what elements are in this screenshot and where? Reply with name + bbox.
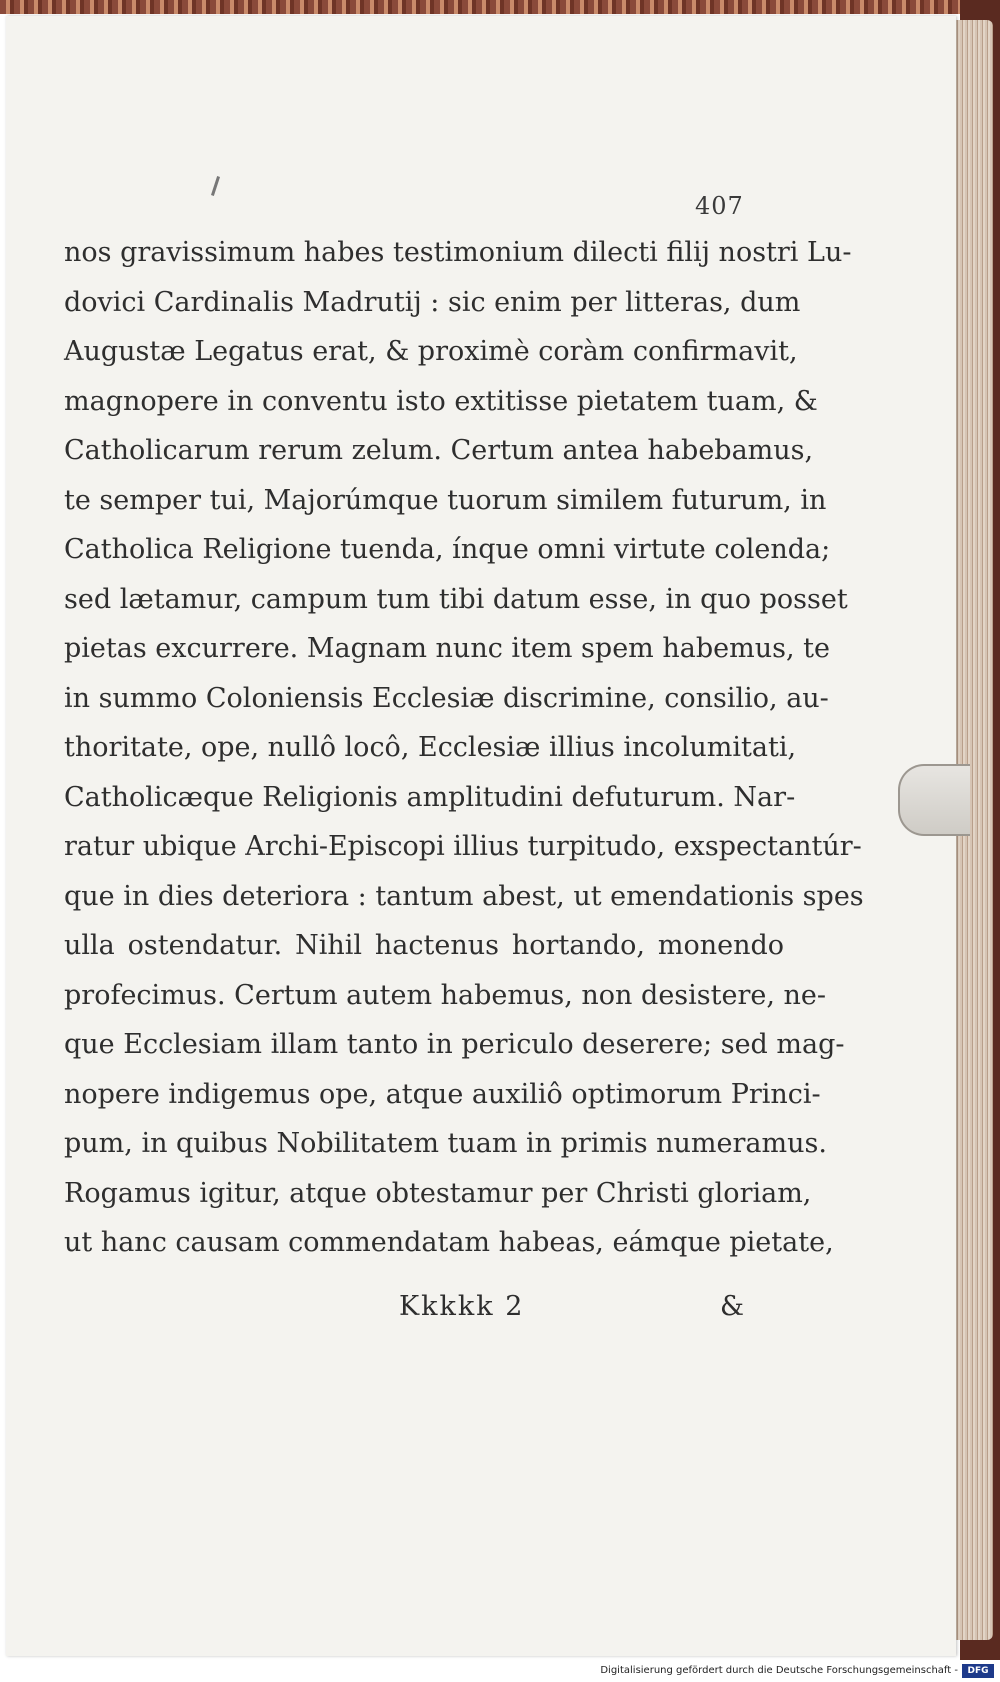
text-line: ratur ubique Archi-Episcopi illius turpitudo, exspectantúr- bbox=[64, 831, 862, 862]
text-line: Rogamus igitur, atque obtestamur per Christi gloriam, bbox=[64, 1177, 812, 1209]
catchword: & bbox=[719, 1291, 744, 1322]
text-line: nos gravissimum habes testimonium dilecti filij nostri Lu- bbox=[64, 237, 852, 268]
text-line: profecimus. Certum autem habemus, non desistere, ne- bbox=[64, 979, 827, 1011]
footer-credit: Digitalisierung gefördert durch die Deutsche Forschungsgemeinschaft - bbox=[600, 1665, 958, 1676]
text-line: te semper tui, Majorúmque tuorum similem futurum, in bbox=[64, 484, 827, 516]
text-line: in summo Coloniensis Ecclesiæ discrimine, consilio, au- bbox=[64, 682, 829, 714]
text-line: que Ecclesiam illam tanto in periculo deserere; sed mag- bbox=[64, 1029, 845, 1060]
text-line: Catholica Religione tuenda, ínque omni virtute colenda; bbox=[64, 534, 831, 565]
catchword-row bbox=[64, 1291, 744, 1331]
body-text bbox=[64, 228, 864, 1268]
text-line: que in dies deteriora : tantum abest, ut emendationis spes bbox=[64, 880, 864, 912]
text-line: magnopere in conventu isto extitisse pietatem tuam, & bbox=[64, 385, 818, 417]
text-line: dovici Cardinalis Madrutij : sic enim per litteras, dum bbox=[64, 286, 801, 318]
page-clip bbox=[898, 764, 970, 836]
text-line: Catholicæque Religionis amplitudini defuturum. Nar- bbox=[64, 781, 796, 813]
text-line: sed lætamur, campum tum tibi datum esse, in quo posset bbox=[64, 583, 848, 615]
page-number: 407 bbox=[695, 192, 744, 220]
signature-mark: Kkkkk 2 bbox=[399, 1291, 525, 1322]
text-line: pietas excurrere. Magnam nunc item spem habemus, te bbox=[64, 633, 830, 664]
text-line: pum, in quibus Nobilitatem tuam in primis numeramus. bbox=[64, 1128, 827, 1159]
text-line: ulla ostendatur. Nihil hactenus hortando, monendo bbox=[64, 930, 784, 961]
dfg-logo-icon: DFG bbox=[962, 1664, 994, 1678]
text-line: nopere indigemus ope, atque auxiliô optimorum Princi- bbox=[64, 1078, 821, 1110]
text-line: Augustæ Legatus erat, & proximè coràm confirmavit, bbox=[64, 336, 798, 367]
text-line: Catholicarum rerum zelum. Certum antea habebamus, bbox=[64, 435, 814, 466]
text-line: thoritate, ope, nullô locô, Ecclesiæ illius incolumitati, bbox=[64, 732, 797, 763]
book-top-edge bbox=[0, 0, 1000, 14]
text-line: ut hanc causam commendatam habeas, eámque pietate, bbox=[64, 1227, 834, 1258]
